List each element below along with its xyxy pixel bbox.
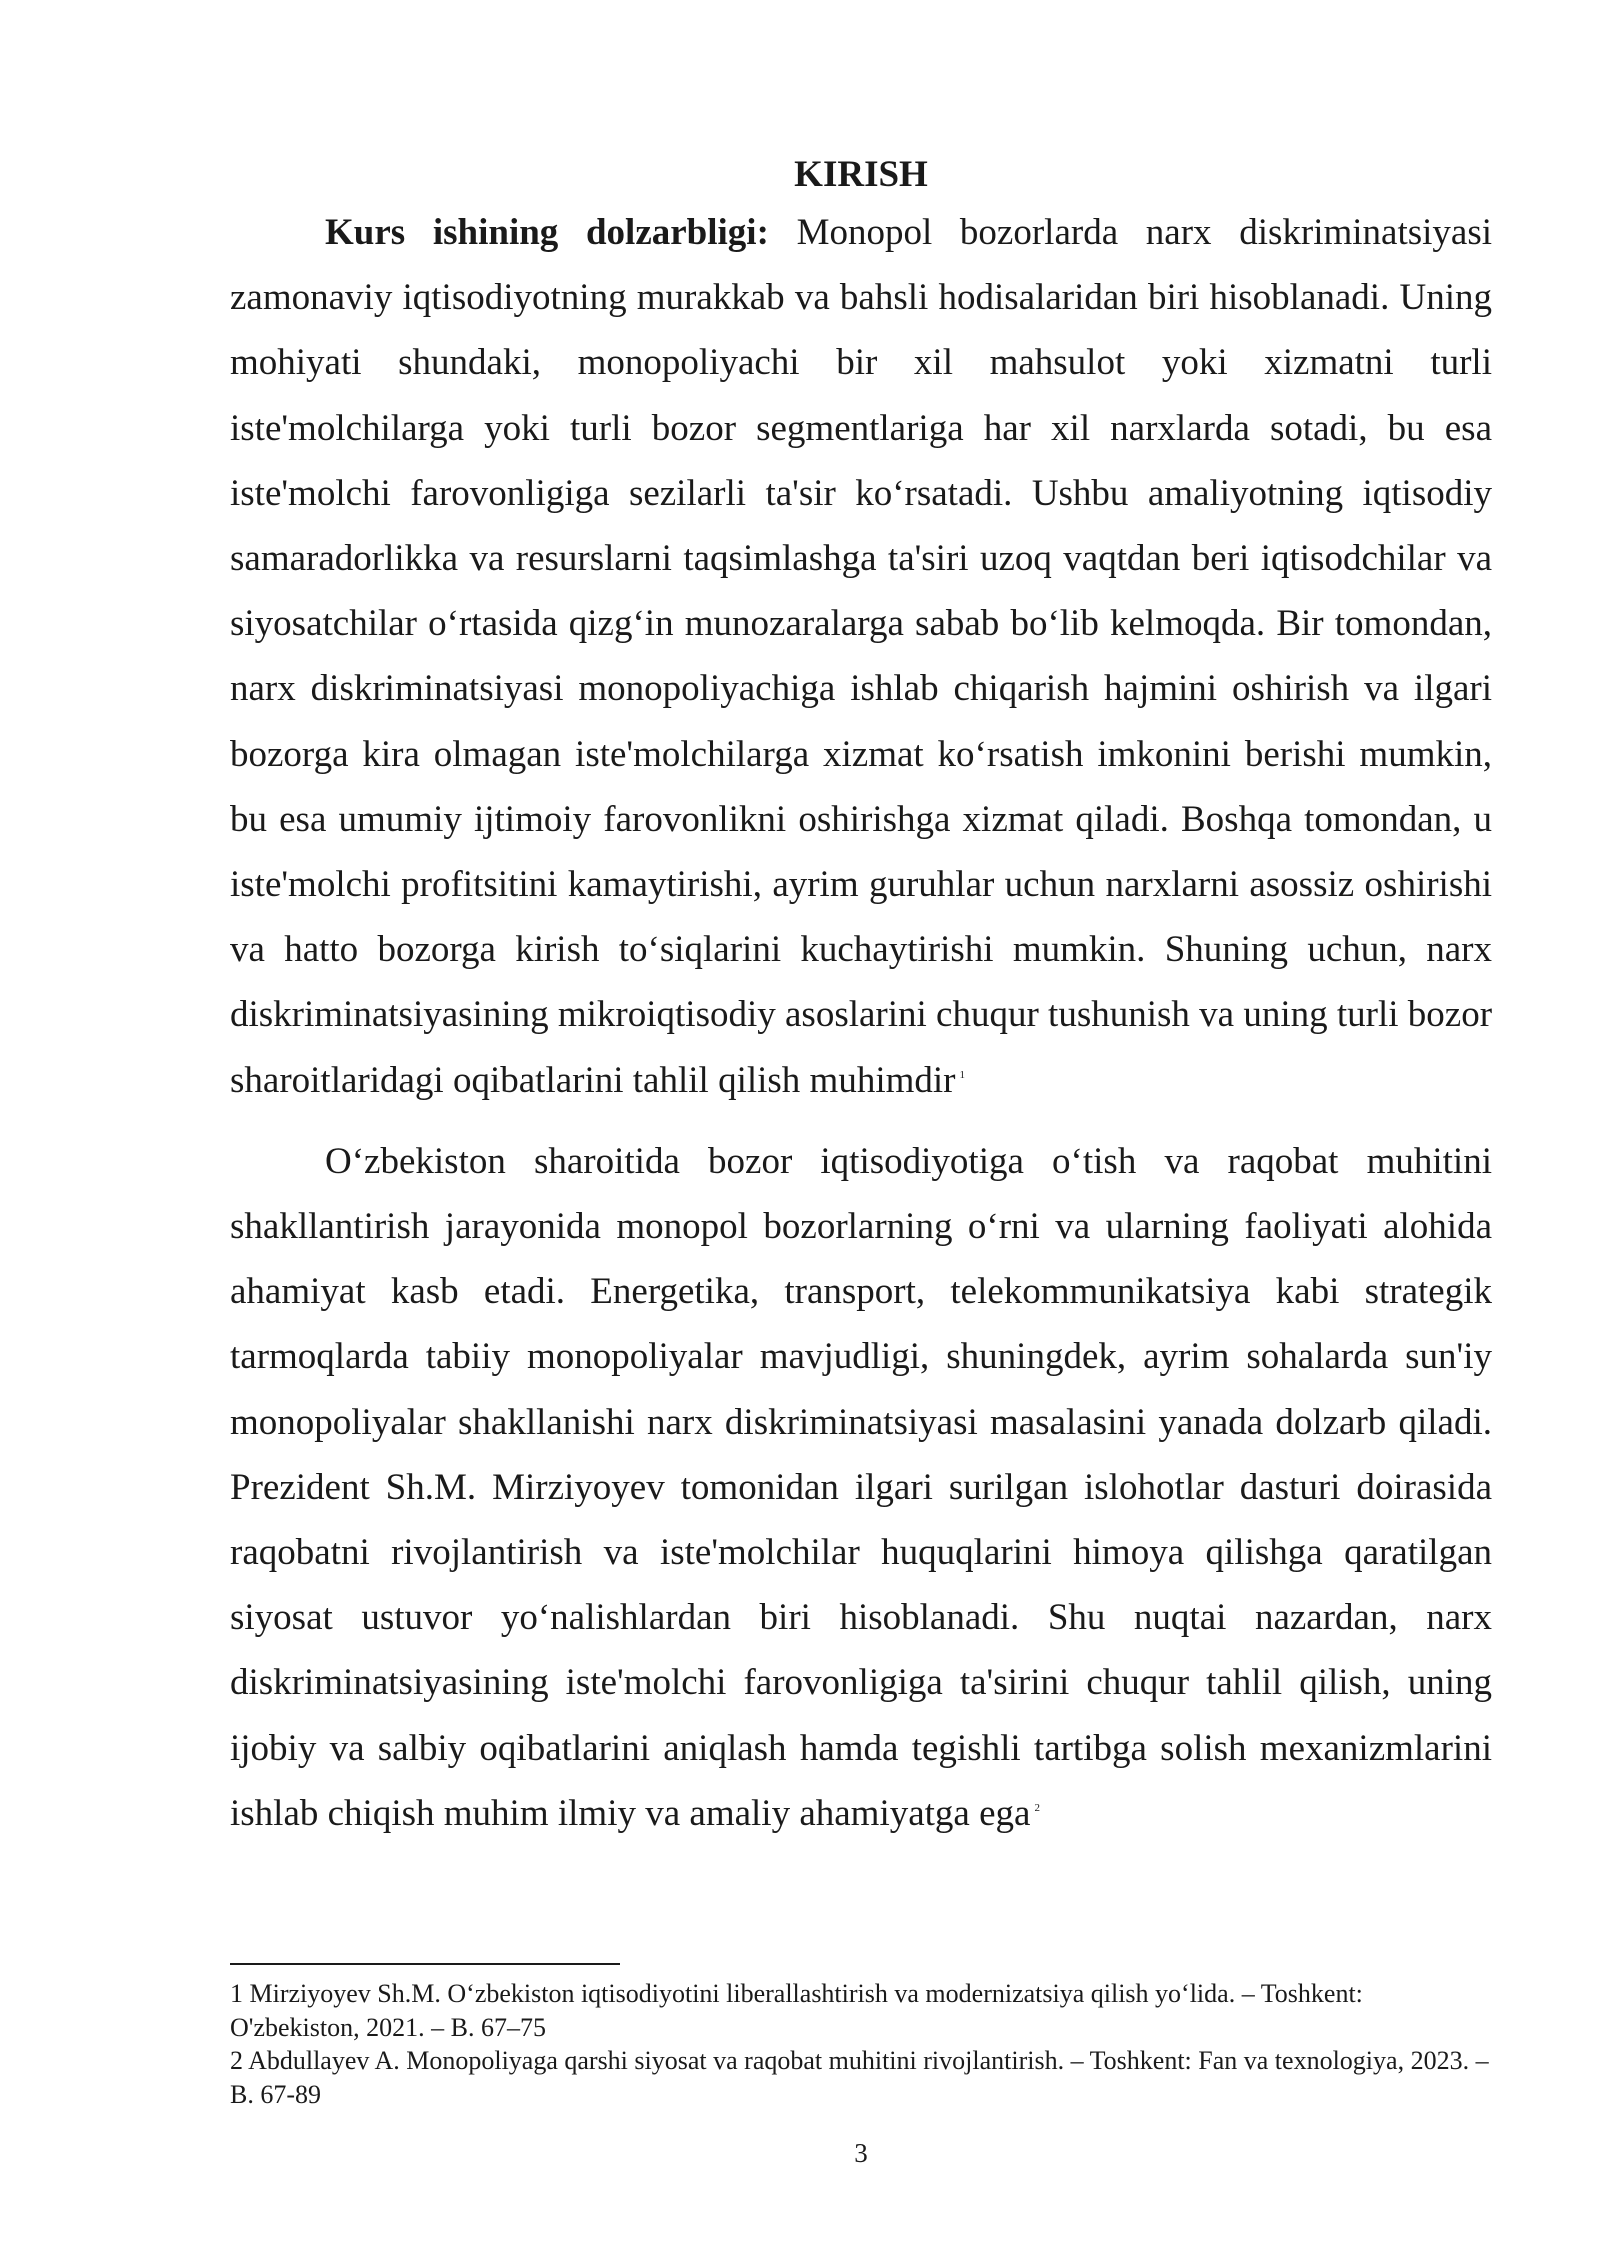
- footnote-number: 2: [230, 2046, 243, 2075]
- footnote-text: Abdullayev A. Monopoliyaga qarshi siyosat va raqobat muhitini rivojlantirish. – Toshkent: Fan va texnologiya, 2023. – B. 67-89: [230, 2046, 1489, 2109]
- footnote-item: [230, 1977, 1492, 2044]
- footnote-reference[interactable]: 2: [1034, 1801, 1040, 1814]
- footnotes: [230, 1977, 1492, 2111]
- paragraph-text: Oʻzbekiston sharoitida bozor iqtisodiyotiga oʻtish va raqobat muhitini shakllantirish jarayonida monopol bozorlarning oʻrni va ularning faoliyati alohida ahamiyat kasb etadi. Energetika, transport, telekommunikatsiya kabi strategik tarmoqlarda tabiiy monopoliyalar mavjudligi, shuningdek, ayrim sohalarda sun'iy monopoliyalar shakllanishi narx diskriminatsiyasi masalasini yanada dolzarb qiladi. Prezident Sh.M. Mirziyoyev tomonidan ilgari surilgan islohotlar dasturi doirasida raqobatni rivojlantirish va iste'molchilar huquqlarini himoya qilishga qaratilgan siyosat ustuvor yoʻnalishlardan biri hisoblanadi. Shu nuqtai nazardan, narx diskriminatsiyasining iste'molchi farovonligiga ta'sirini chuqur tahlil qilish, uning ijobiy va salbiy oqibatlarini aniqlash hamda tegishli tartibga solish mexanizmlarini ishlab chiqish muhim ilmiy va amaliy ahamiyatga ega: [230, 1140, 1492, 1834]
- paragraph-uzbekistan-context: [230, 1129, 1492, 1846]
- page-title: KIRISH: [794, 154, 928, 195]
- page-number: 3: [854, 2138, 868, 2168]
- footnote-number: 1: [230, 1979, 243, 2008]
- footnote-reference[interactable]: 1: [959, 1068, 965, 1081]
- paragraph-lead-heading: Kurs ishining dolzarbligi:: [325, 212, 769, 253]
- footnote-item: [230, 2044, 1492, 2111]
- footnote-separator: [230, 1963, 620, 1965]
- paragraph-text: Monopol bozorlarda narx diskriminatsiyasi zamonaviy iqtisodiyotning murakkab va bahsli hodisalaridan biri hisoblanadi. Uning mohiyati shundaki, monopoliyachi bir xil mahsulot yoki xizmatni turli iste'molchilarga yoki turli bozor segmentlariga har xil narxlarda sotadi, bu esa iste'molchi farovonligiga sezilarli ta'sir koʻrsatadi. Ushbu amaliyotning iqtisodiy samaradorlikka va resurslarni taqsimlashga ta'siri uzoq vaqtdan beri iqtisodchilar va siyosatchilar oʻrtasida qizgʻin munozaralarga sabab boʻlib kelmoqda. Bir tomondan, narx diskriminatsiyasi monopoliyachiga ishlab chiqarish hajmini oshirish va ilgari bozorga kira olmagan iste'molchilarga xizmat koʻrsatish imkonini berishi mumkin, bu esa umumiy ijtimoiy farovonlikni oshirishga xizmat qiladi. Boshqa tomondan, u iste'molchi profitsitini kamaytirishi, ayrim guruhlar uchun narxlarni asossiz oshirishi va hatto bozorga kirish toʻsiqlarini kuchaytirishi mumkin. Shuning uchun, narx diskriminatsiyasining mikroiqtisodiy asoslarini chuqur tushunish va uning turli bozor sharoitlaridagi oqibatlarini tahlil qilish muhimdir: [230, 212, 1493, 1101]
- page-body: [230, 150, 1492, 1846]
- footnote-text: Mirziyoyev Sh.M. Oʻzbekiston iqtisodiyotini liberallashtirish va modernizatsiya qilish yoʻlida. – Toshkent: O'zbekiston, 2021. – B. 67–75: [230, 1979, 1363, 2042]
- paragraph-relevance: [230, 200, 1492, 1113]
